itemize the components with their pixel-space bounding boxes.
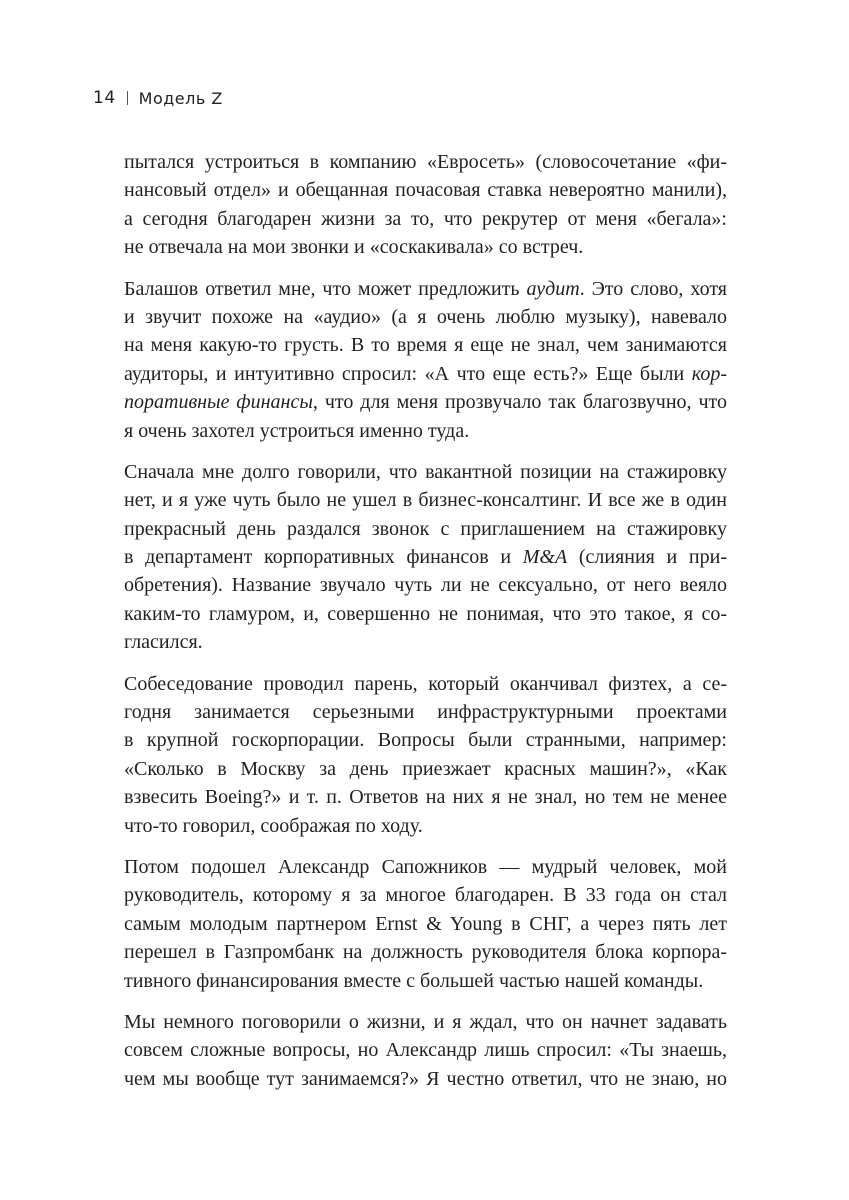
text-line: Потом подошел Александр Сапожников — мудрый человек, мой <box>124 855 727 878</box>
book-title: Модель Z <box>138 88 223 108</box>
header-separator <box>127 91 128 105</box>
text-line: на меня какую-то грусть. В то время я еще не знал, чем занимаются <box>124 334 727 357</box>
text-line: нет, и я уже чуть было не ушел в бизнес-консалтинг. И все же в один <box>124 489 727 512</box>
text-line: обретения). Название звучало чуть ли не сексуально, от него веяло <box>124 574 727 597</box>
paragraph <box>124 458 727 657</box>
text-line: руководитель, которому я за многое благодарен. В 33 года он стал <box>124 884 727 907</box>
text-line: каким-то гламуром, и, совершенно не понимая, что это такое, я со- <box>124 602 727 625</box>
text-line: поративные финансы, что для меня прозвучало так благозвучно, что <box>124 391 727 414</box>
text-line: нансовый отдел» и обещанная почасовая ставка невероятно манили), <box>124 179 727 202</box>
page-number: 14 <box>93 88 116 108</box>
text-line: взвесить Boeing?» и т. п. Ответов на них я не знал, но тем не менее <box>124 786 727 809</box>
italic-term: кор- <box>691 362 727 385</box>
text-line: и звучит похоже на «аудио» (а я очень люблю музыку), навевало <box>124 305 727 328</box>
text-line: в крупной госкорпорации. Вопросы были странными, например: <box>124 729 727 752</box>
text-line: чем мы вообще тут занимаемся?» Я честно ответил, что не знаю, но <box>124 1067 727 1090</box>
text-line: я очень захотел устроиться именно туда. <box>124 419 470 442</box>
text-line: что-то говорил, соображая по ходу. <box>124 814 423 837</box>
italic-term: поративные финансы <box>124 391 313 414</box>
paragraph <box>124 853 727 995</box>
text-line: «Сколько в Москву за день приезжает красных машин?», «Как <box>124 757 727 780</box>
text-line: самым молодым партнером Ernst & Young в СНГ, а через пять лет <box>124 912 727 935</box>
paragraph <box>124 1008 727 1093</box>
text-line: Сначала мне долго говорили, что вакантной позиции на стажировку <box>124 460 727 483</box>
text-line: в департамент корпоративных финансов и M&A (слияния и при- <box>124 546 727 569</box>
body-text <box>124 148 727 1106</box>
text-line: не отвечала на мои звонки и «соскакивала» со встреч. <box>124 236 584 259</box>
italic-term: аудит <box>526 277 580 300</box>
text-line: Собеседование проводил парень, который оканчивал физтех, а се- <box>124 672 727 695</box>
text-line: а сегодня благодарен жизни за то, что рекрутер от меня «бегала»: <box>124 207 727 230</box>
paragraph <box>124 670 727 840</box>
text-line: годня занимается серьезными инфраструктурными проектами <box>124 701 727 724</box>
text-line: совсем сложные вопросы, но Александр лишь спросил: «Ты знаешь, <box>124 1039 727 1062</box>
italic-term: M&A <box>522 546 568 569</box>
text-line: аудиторы, и интуитивно спросил: «А что еще есть?» Еще были кор- <box>124 362 727 385</box>
running-header <box>93 88 223 108</box>
text-line: гласился. <box>124 631 203 654</box>
text-line: пытался устроиться в компанию «Евросеть» (словосочетание «фи- <box>124 151 727 173</box>
text-line: перешел в Газпромбанк на должность руководителя блока корпора- <box>124 941 727 964</box>
text-line: прекрасный день раздался звонок с приглашением на стажировку <box>124 517 727 540</box>
text-line: Балашов ответил мне, что может предложить аудит. Это слово, хотя <box>124 277 727 300</box>
text-line: тивного финансирования вместе с большей частью нашей команды. <box>124 969 704 992</box>
text-line: Мы немного поговорили о жизни, и я ждал, что он начнет задавать <box>124 1010 727 1033</box>
paragraph <box>124 148 727 262</box>
paragraph <box>124 275 727 445</box>
